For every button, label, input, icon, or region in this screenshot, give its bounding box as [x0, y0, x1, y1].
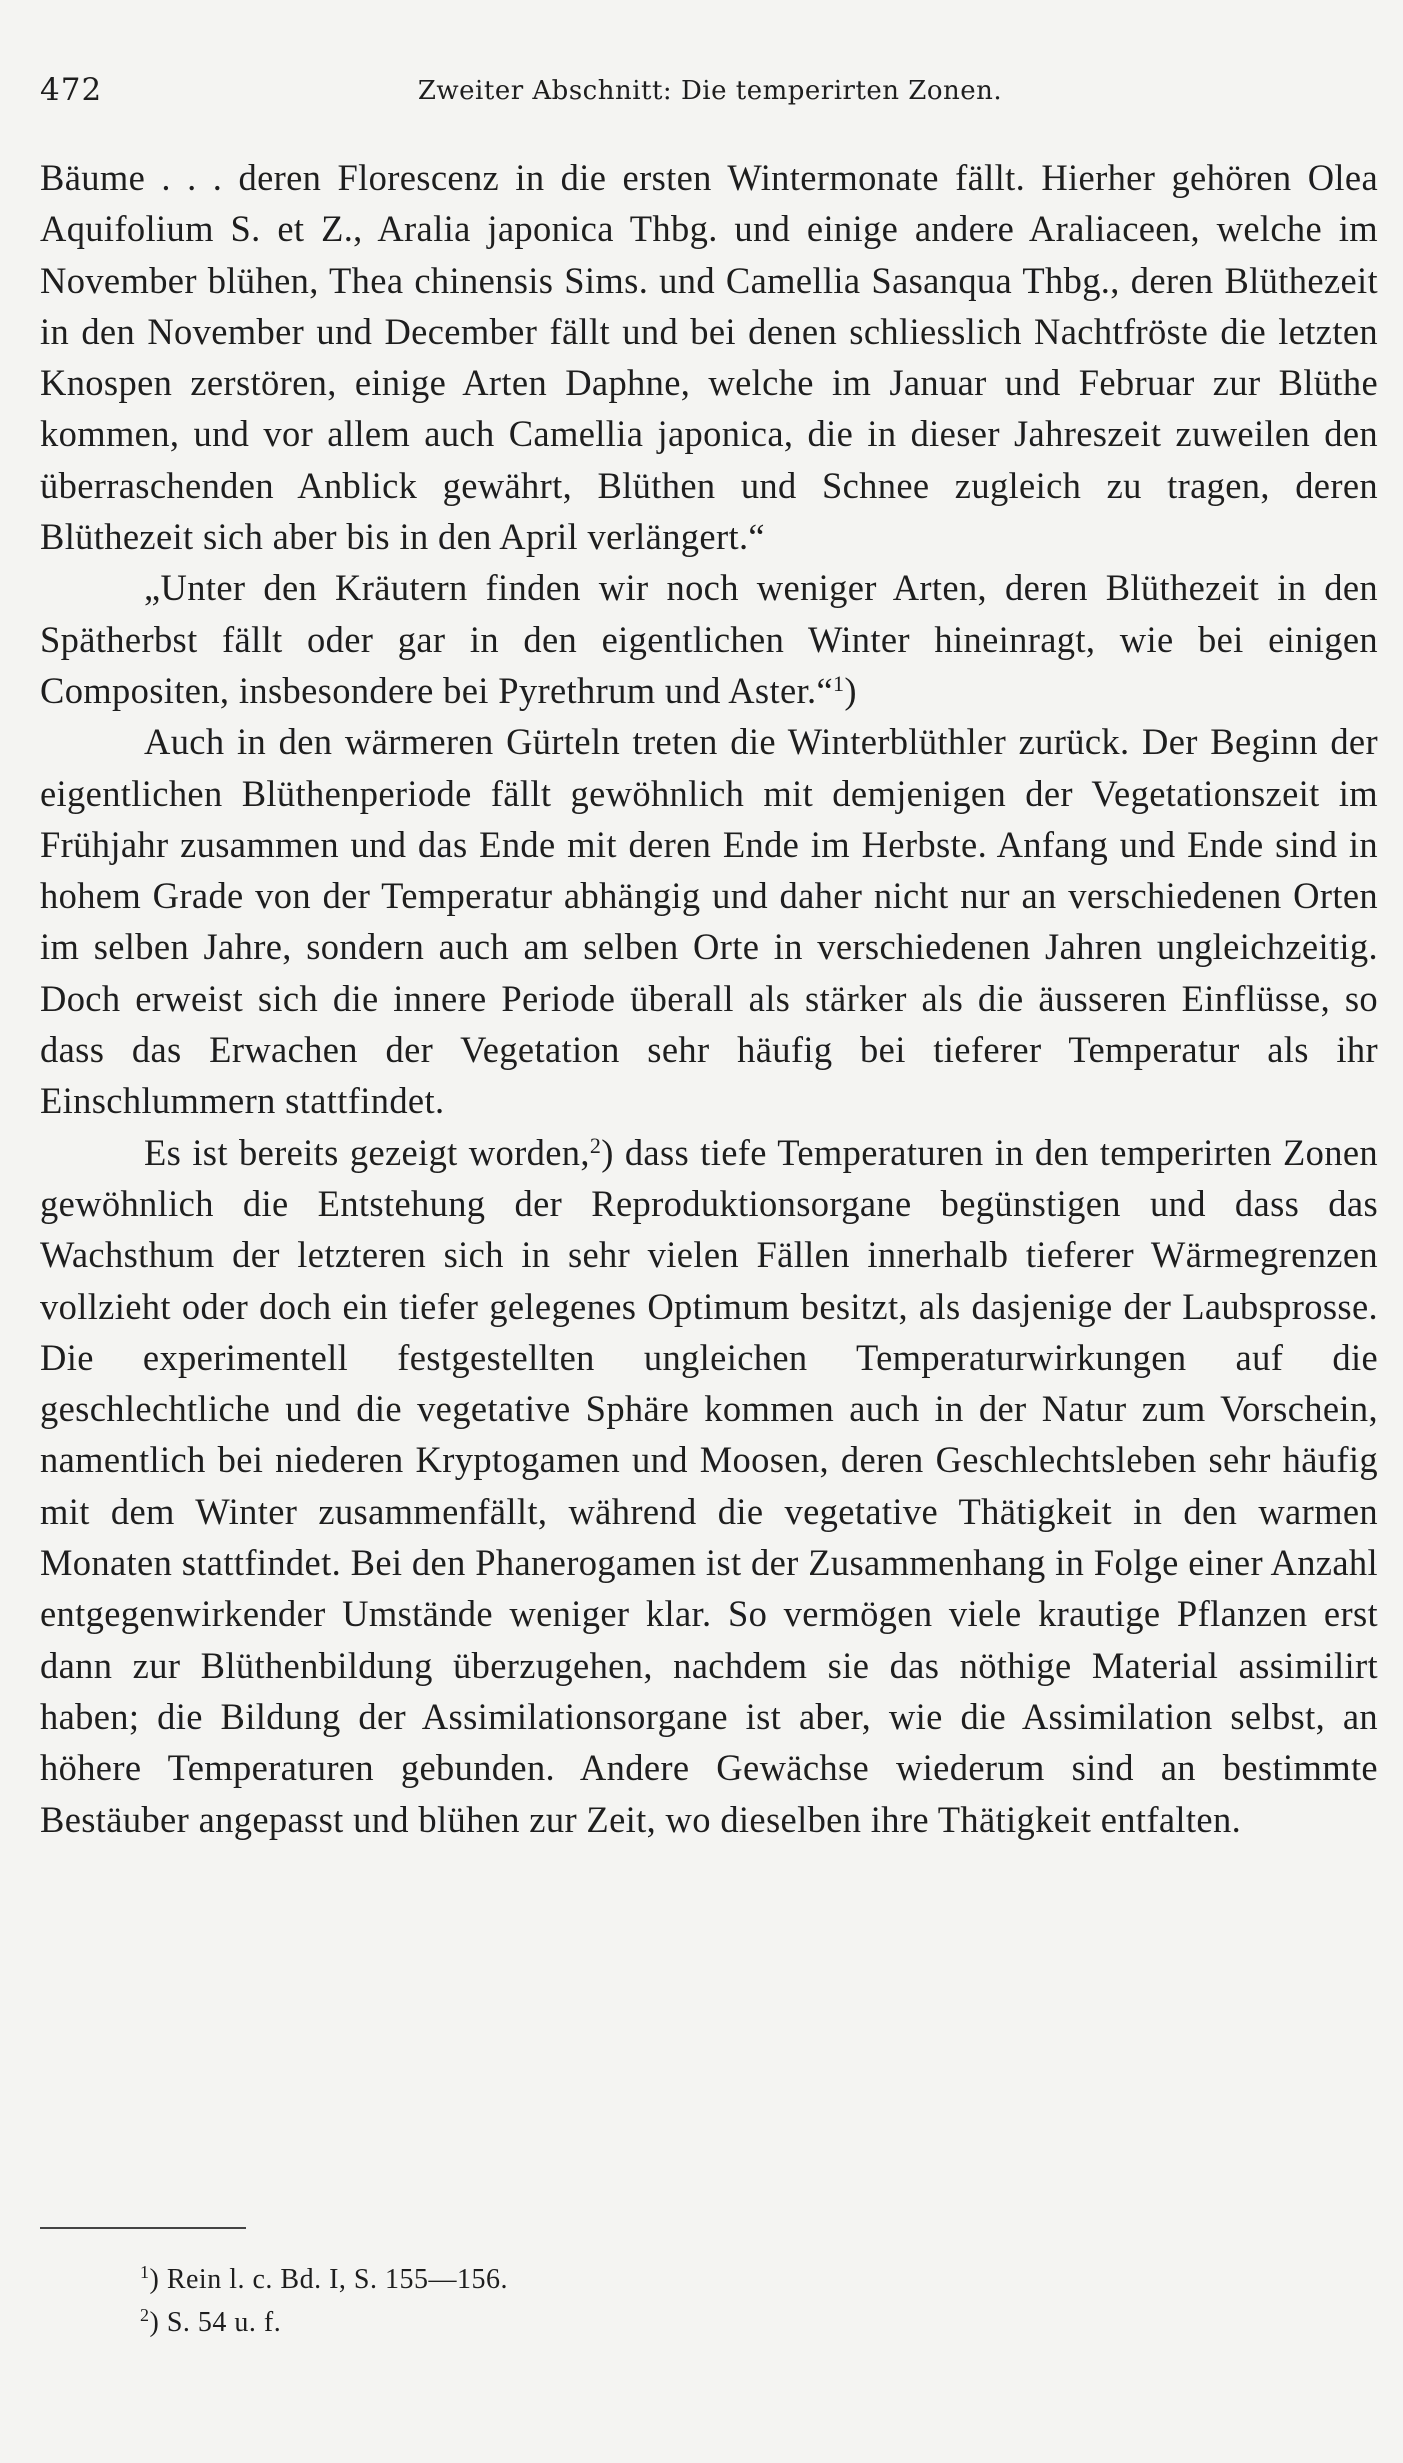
- footnote-marker: 1: [140, 2262, 150, 2282]
- page-number: 472: [40, 72, 103, 108]
- footnote-text: ) S. 54 u. f.: [149, 2307, 282, 2338]
- footnote: [140, 2258, 508, 2301]
- paragraph-text: Bäume . . . deren Florescenz in die ersten Wintermonate fällt. Hierher gehören Olea Aquifolium S. et Z., Aralia japonica Thbg. und einige andere Araliaceen, welche im November blühen, Thea chinensis Sims. und Camellia Sasanqua Thbg., deren Blüthezeit in den November und December fällt und bei denen schliesslich Nachtfröste die letzten Knospen zerstören, einige Arten Daphne, welche im Januar und Februar zur Blüthe kommen, und vor allem auch Camellia japonica, die in dieser Jahreszeit zuweilen den überraschenden Anblick gewährt, Blüthen und Schnee zugleich zu tragen, deren Blüthezeit sich aber bis in den April verlängert.“: [40, 157, 1378, 558]
- footnotes: [140, 2258, 508, 2344]
- footnote-reference: 1: [833, 670, 845, 696]
- footnote-text: ) Rein l. c. Bd. I, S. 155—156.: [149, 2264, 508, 2295]
- footnote: [140, 2301, 508, 2344]
- paragraph-text: ) dass tiefe Temperaturen in den temperirten Zonen gewöhnlich die Entstehung der Reproduktionsorgane begünstigen und dass das Wachsthum der letzteren sich in sehr vielen Fällen innerhalb tieferer Wärmegrenzen vollzieht oder doch ein tiefer gelegenes Optimum besitzt, als dasjenige der Laubsprosse. Die experimentell festgestellten ungleichen Temperaturwirkungen auf die geschlechtliche und die vegetative Sphäre kommen auch in der Natur zum Vorschein, namentlich bei niederen Kryptogamen und Moosen, deren Geschlechtsleben sehr häufig mit dem Winter zusammenfällt, während die vegetative Thätigkeit in den warmen Monaten stattfindet. Bei den Phanerogamen ist der Zusammenhang in Folge einer Anzahl entgegenwirkender Umstände weniger klar. So vermögen viele krautige Pflanzen erst dann zur Blüthenbildung überzugehen, nachdem sie das nöthige Material assimilirt haben; die Bildung der Assimilationsorgane ist aber, wie die Assimilation selbst, an höhere Temperaturen gebunden. Andere Gewächse wiederum sind an bestimmte Bestäuber angepasst und blühen zur Zeit, wo dieselben ihre Thätigkeit entfalten.: [40, 1131, 1378, 1840]
- paragraph: [40, 716, 1378, 1126]
- footnote-reference: 2: [589, 1132, 602, 1158]
- footnote-marker: 2: [140, 2305, 150, 2325]
- page-header: [40, 72, 1380, 122]
- body-text: [40, 152, 1378, 1845]
- paragraph-text: Es ist bereits gezeigt worden,: [144, 1131, 590, 1173]
- paragraph-text: ): [844, 669, 857, 711]
- paragraph: [40, 562, 1378, 716]
- paragraph-text: Auch in den wärmeren Gürteln treten die Winterblüthler zurück. Der Beginn der eigentlichen Blüthenperiode fällt gewöhnlich mit demjenigen der Vegetationszeit im Frühjahr zusammen und das Ende mit deren Ende im Herbste. Anfang und Ende sind in hohem Grade von der Temperatur abhängig und daher nicht nur an verschiedenen Orten im selben Jahre, sondern auch am selben Orte in verschiedenen Jahren ungleichzeitig. Doch erweist sich die innere Periode überall als stärker als die äusseren Einflüsse, so dass das Erwachen der Vegetation sehr häufig bei tieferer Temperatur als ihr Einschlummern stattfindet.: [40, 721, 1378, 1122]
- paragraph-text: „Unter den Kräutern finden wir noch weniger Arten, deren Blüthezeit in den Spätherbst fällt oder gar in den eigentlichen Winter hineinragt, wie bei einigen Compositen, insbesondere bei Pyrethrum und Aster.“: [40, 567, 1378, 711]
- footnote-divider: [40, 2227, 246, 2229]
- paragraph: [40, 1127, 1378, 1845]
- paragraph: [40, 152, 1378, 562]
- running-title: Zweiter Abschnitt: Die temperirten Zonen.: [417, 76, 1003, 106]
